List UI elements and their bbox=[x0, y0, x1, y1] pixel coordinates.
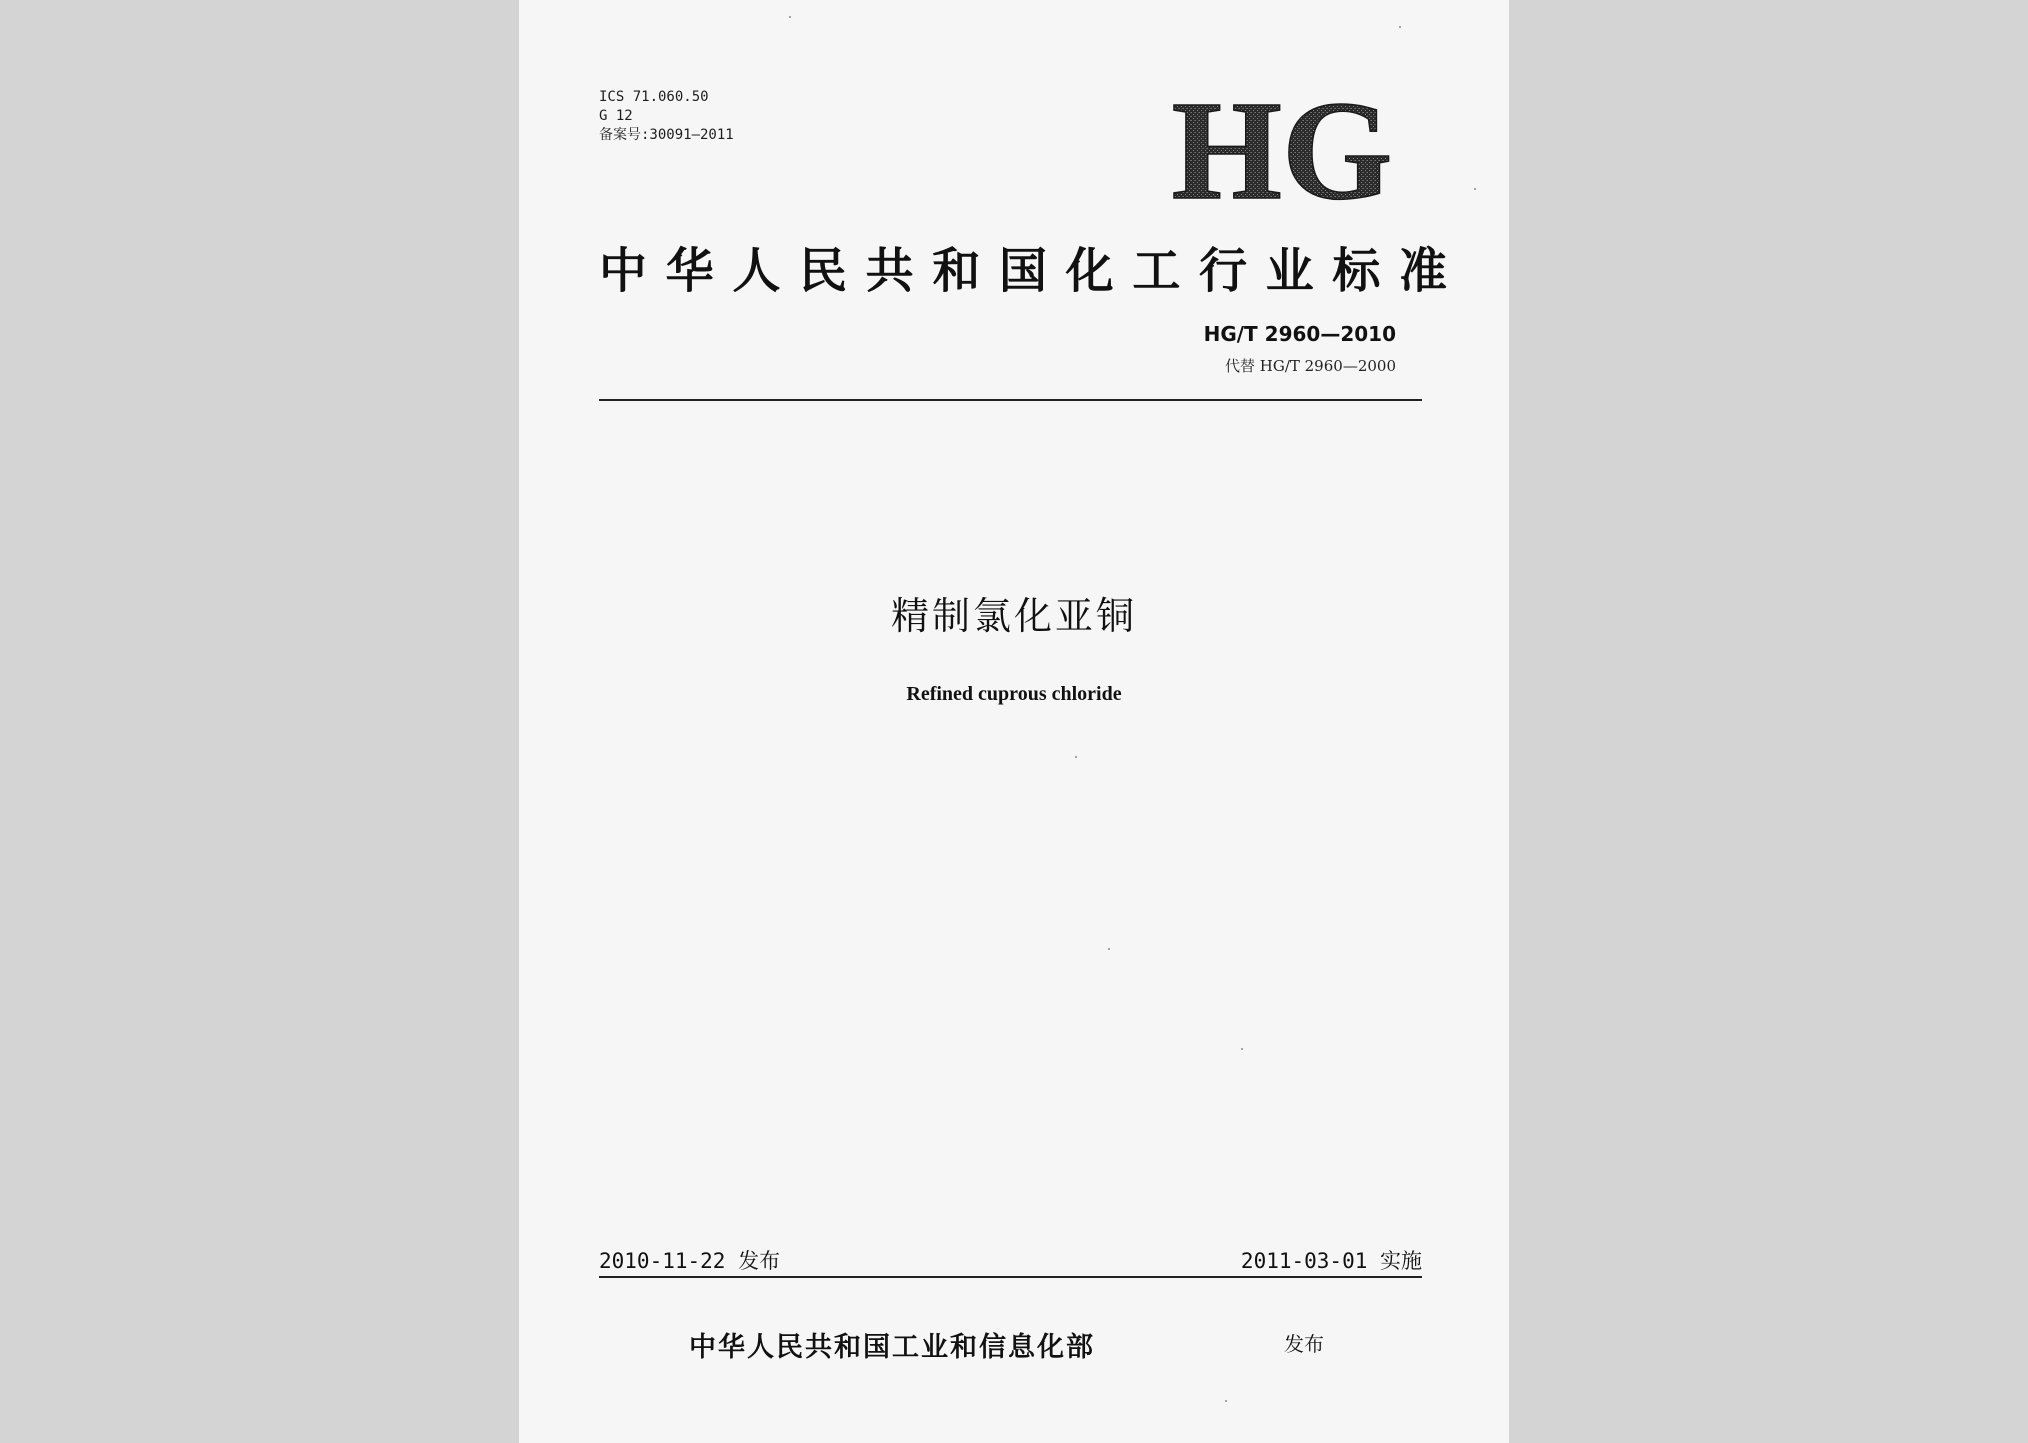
issue-date: 2010-11-22 发布 bbox=[599, 1249, 781, 1273]
standard-category-title: 中华人民共和国化工行业标准 bbox=[599, 243, 1449, 299]
class-code: G 12 bbox=[599, 108, 633, 124]
top-divider bbox=[599, 399, 1422, 401]
document-page bbox=[519, 0, 1509, 1443]
logo-text: HG bbox=[1171, 80, 1393, 212]
scan-speck bbox=[789, 16, 791, 18]
implementation-date: 2011-03-01 实施 bbox=[1240, 1249, 1422, 1273]
scan-speck bbox=[1241, 1048, 1243, 1050]
scan-speck bbox=[1075, 756, 1077, 758]
scan-speck bbox=[1108, 948, 1110, 950]
hg-logo bbox=[1171, 80, 1393, 212]
document-title-zh: 精制氯化亚铜 bbox=[890, 594, 1137, 638]
ics-code: ICS 71.060.50 bbox=[599, 89, 709, 105]
classification-block bbox=[599, 88, 734, 145]
publish-label: 发布 bbox=[1284, 1332, 1324, 1356]
document-title-en: Refined cuprous chloride bbox=[906, 683, 1122, 705]
bottom-divider bbox=[599, 1276, 1422, 1278]
replaces-standard: 代替 HG/T 2960—2000 bbox=[1224, 357, 1396, 375]
filing-number: 备案号:30091—2011 bbox=[599, 127, 734, 143]
publisher-name: 中华人民共和国工业和信息化部 bbox=[689, 1332, 1095, 1363]
scan-speck bbox=[1399, 26, 1401, 28]
scan-speck bbox=[1225, 1400, 1227, 1402]
standard-number: HG/T 2960—2010 bbox=[1203, 322, 1396, 346]
scan-speck bbox=[1474, 188, 1476, 190]
